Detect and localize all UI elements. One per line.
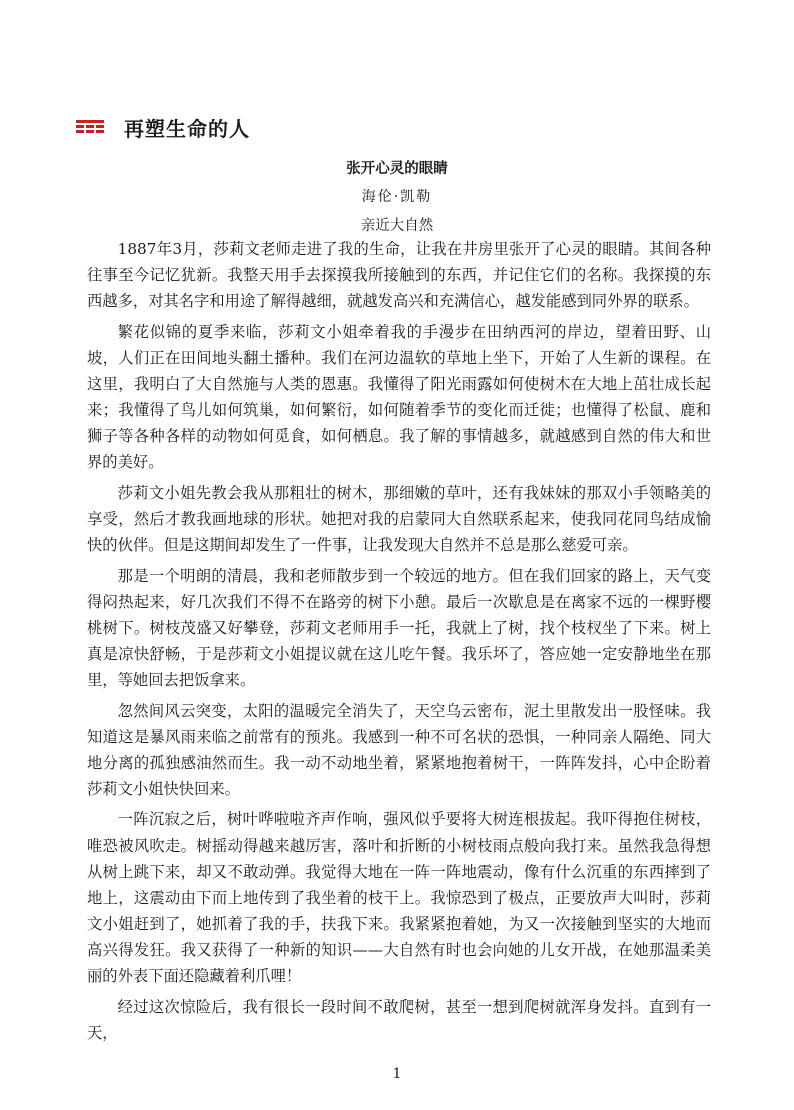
paragraph: 经过这次惊险后，我有很长一段时间不敢爬树，甚至一想到爬树就浑身发抖。直到有一天， xyxy=(87,997,711,1042)
article-body xyxy=(87,236,711,1046)
article-author: 海伦·凯勒 xyxy=(361,189,433,205)
paragraph: 莎莉文小姐先教会我从那粗壮的树木，那细嫩的草叶，还有我妹妹的那双小手领略美的享受，然后才教我画地球的形状。她把对我的启蒙同大自然联系起来，使我同花同鸟结成愉快的伙伴。但是这期间却发生了一件事，让我发现大自然并不总是那么慈爱可亲。 xyxy=(87,483,711,555)
article-section-title: 亲近大自然 xyxy=(360,218,434,234)
paragraph: 1887年3月，莎莉文老师走进了我的生命，让我在井房里张开了心灵的眼睛。其间各种往事至今记忆犹新。我整天用手去探摸我所接触到的东西，并记住它们的名称。我探摸的东西越多，对其名字和用途了解得越细，就越发高兴和充满信心，越发能感到同外界的联系。 xyxy=(87,240,711,311)
paragraph: 忽然间风云突变，太阳的温暖完全消失了，天空乌云密布，泥土里散发出一股怪味。我知道这是暴风雨来临之前常有的预兆。我感到一种不可名状的恐惧，一种同亲人隔绝、同大地分离的孤独感油然而生。我一动不动地坐着，紧紧地抱着树干，一阵阵发抖，心中企盼着莎莉文小姐快快回来。 xyxy=(87,701,711,798)
article-title: 张开心灵的眼睛 xyxy=(346,161,448,177)
page-number: 1 xyxy=(392,1066,402,1082)
section-header xyxy=(76,112,250,142)
paragraph: 一阵沉寂之后，树叶哗啦啦齐声作响，强风似乎要将大树连根拔起。我吓得抱住树枝，唯恐被风吹走。树摇动得越来越厉害，落叶和折断的小树枝雨点般向我打来。虽然我急得想从树上跳下来，却又不敢动弹。我觉得大地在一阵一阵地震动，像有什么沉重的东西摔到了地上，这震动由下而上地传到了我坐着的枝干上。我惊恐到了极点，正要放声大叫时，莎莉文小姐赶到了，她抓着了我的手，扶我下来。我紧紧抱着她，为又一次接触到坚实的大地而高兴得发狂。我又获得了一种新的知识——大自然有时也会向她的儿女开战，在她那温柔美丽的外表下面还隐藏着利爪哩！ xyxy=(87,810,711,986)
section-header-title: 再塑生命的人 xyxy=(124,116,250,141)
paragraph: 那是一个明朗的清晨，我和老师散步到一个较远的地方。但在我们回家的路上，天气变得闷热起来，好几次我们不得不在路旁的树下小憩。最后一次歇息是在离家不远的一棵野樱桃树下。树枝茂盛又好攀登，莎莉文老师用手一托，我就上了树，找个枝杈坐了下来。树上真是凉快舒畅，于是莎莉文小姐提议就在这儿吃午餐。我乐坏了，答应她一定安静地坐在那里，等她回去把饭拿来。 xyxy=(87,566,711,689)
paragraph: 繁花似锦的夏季来临，莎莉文小姐牵着我的手漫步在田纳西河的岸边，望着田野、山坡，人们正在田间地头翻土播种。我们在河边温软的草地上坐下，开始了人生新的课程。在这里，我明白了大自然施与人类的恩惠。我懂得了阳光雨露如何使树木在大地上茁壮成长起来；我懂得了鸟儿如何筑巢，如何繁衍，如何随着季节的变化而迁徙；也懂得了松鼠、鹿和狮子等各种各样的动物如何觅食，如何栖息。我了解的事情越多，就越感到自然的伟大和世界的美好。 xyxy=(87,322,711,472)
section-marker-icon xyxy=(76,120,104,134)
